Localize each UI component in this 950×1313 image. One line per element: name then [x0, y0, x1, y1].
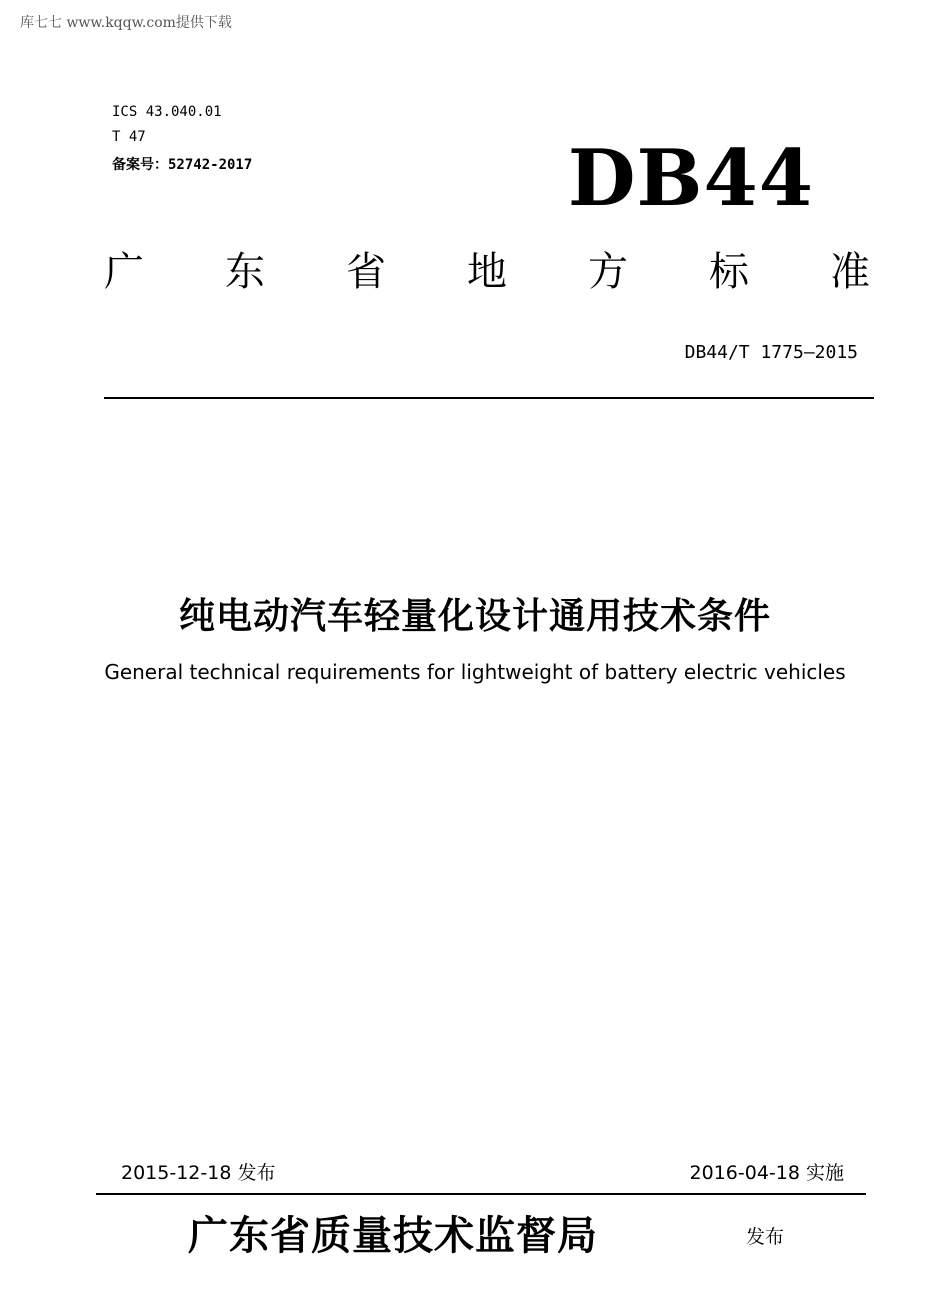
- implementation-date: 2016-04-18 实施: [689, 1162, 844, 1184]
- standard-type-char: 地: [467, 249, 507, 295]
- standard-type-char: 方: [588, 249, 628, 295]
- title-english: General technical requirements for lightweight of battery electric vehicles: [104, 660, 846, 684]
- issuing-authority: 广东省质量技术监督局: [188, 1212, 598, 1259]
- ccs-code: T 47: [112, 129, 146, 145]
- standard-number: DB44/T 1775—2015: [684, 342, 858, 363]
- issuing-authority-suffix: 发布: [746, 1226, 785, 1248]
- ics-code: ICS 43.040.01: [112, 104, 222, 120]
- standard-type-char: 标: [709, 249, 749, 295]
- top-divider: [104, 397, 874, 399]
- title-chinese: 纯电动汽车轻量化设计通用技术条件: [178, 596, 771, 637]
- standard-type-char: 广: [104, 249, 144, 295]
- db44-logo: DB44: [567, 133, 814, 224]
- standard-type-heading: [104, 250, 870, 294]
- standard-type-char: 准: [830, 249, 870, 295]
- watermark-text: 库七七 www.kqqw.com提供下载: [20, 15, 232, 31]
- standard-type-char: 东: [225, 249, 265, 295]
- standard-type-char: 省: [346, 249, 386, 295]
- issue-date: 2015-12-18 发布: [121, 1162, 276, 1184]
- bottom-divider: [96, 1193, 866, 1195]
- filing-number: 备案号：52742-2017: [112, 157, 253, 173]
